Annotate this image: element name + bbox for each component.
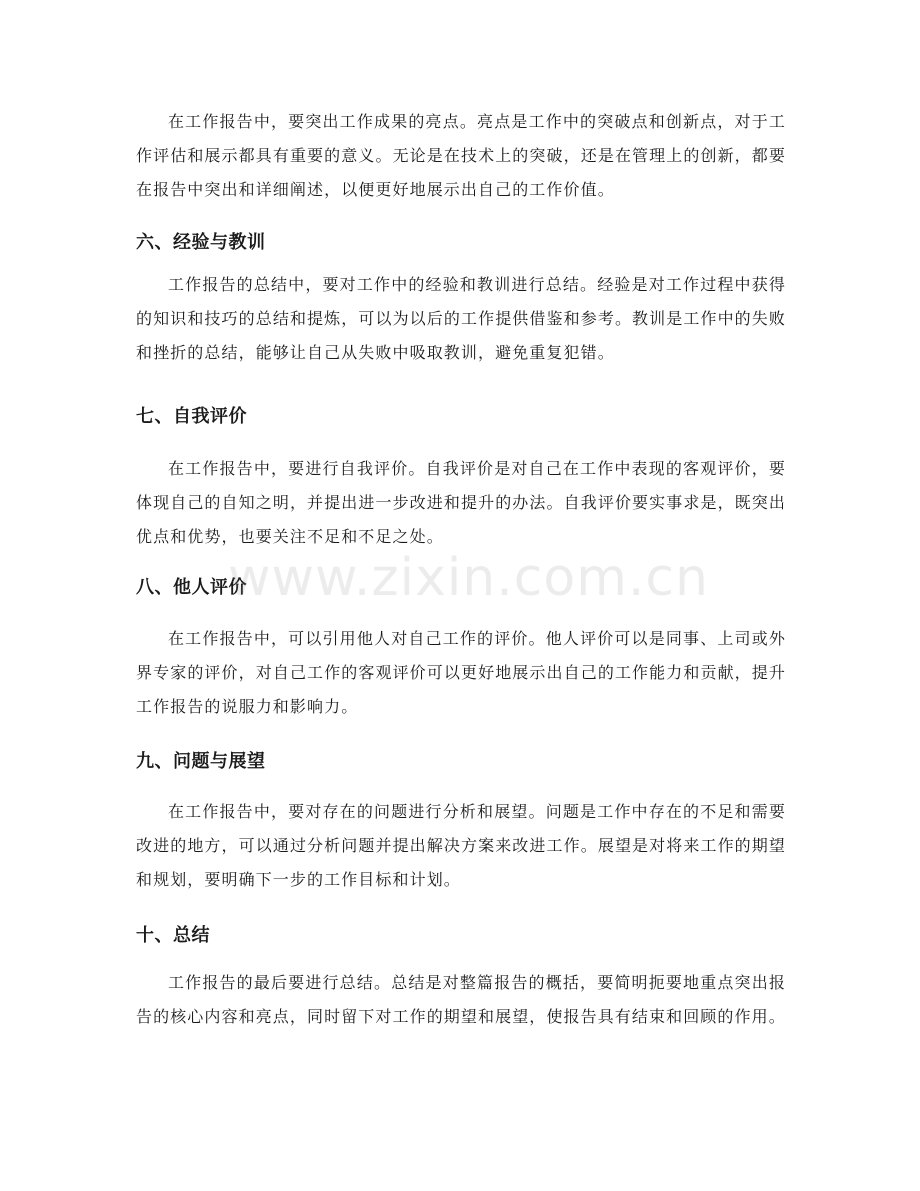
section-heading-7 <box>136 405 786 429</box>
paragraph-text: 在工作报告中，要对存在的问题进行分析和展望。问题是工作中存在的不足和需要改进的地方，可以通过分析问题并提出解决方案来改进工作。展望是对将来工作的期望和规划，要明确下一步的工作目标和计划。 <box>136 802 786 889</box>
heading-text: 七、自我评价 <box>136 406 247 427</box>
paragraph-problems-outlook <box>136 795 786 897</box>
paragraph-text: 在工作报告中，要进行自我评价。自我评价是对自己在工作中表现的客观评价，要体现自己的自知之明，并提出进一步改进和提升的办法。自我评价要实事求是，既突出优点和优势，也要关注不足和不足之处。 <box>136 459 786 546</box>
paragraph-text: 在工作报告中，可以引用他人对自己工作的评价。他人评价可以是同事、上司或外界专家的评价，对自己工作的客观评价可以更好地展示出自己的工作能力和贡献，提升工作报告的说服力和影响力。 <box>136 629 786 716</box>
paragraph-self-evaluation <box>136 452 786 554</box>
heading-text: 八、他人评价 <box>136 577 247 598</box>
paragraph-others-evaluation <box>136 622 786 724</box>
section-heading-8 <box>136 576 786 600</box>
section-heading-9 <box>136 750 786 774</box>
paragraph-summary <box>136 966 786 1034</box>
watermark: www.zixin.com.cn <box>228 548 709 608</box>
heading-text: 六、经验与教训 <box>136 232 266 253</box>
paragraph-text: 工作报告的总结中，要对工作中的经验和教训进行总结。经验是对工作过程中获得的知识和技巧的总结和提炼，可以为以后的工作提供借鉴和参考。教训是工作中的失败和挫折的总结，能够让自己从失败中吸取教训，避免重复犯错。 <box>136 275 786 362</box>
section-heading-10 <box>136 924 786 948</box>
paragraph-text: 在工作报告中，要突出工作成果的亮点。亮点是工作中的突破点和创新点，对于工作评估和展示都具有重要的意义。无论是在技术上的突破，还是在管理上的创新，都要在报告中突出和详细阐述，以便更好地展示出自己的工作价值。 <box>136 112 786 199</box>
paragraph-experience <box>136 268 786 370</box>
paragraph-highlights <box>136 105 786 207</box>
paragraph-text: 工作报告的最后要进行总结。总结是对整篇报告的概括，要简明扼要地重点突出报告的核心内容和亮点，同时留下对工作的期望和展望，使报告具有结束和回顾的作用。 <box>136 973 786 1026</box>
section-heading-6 <box>136 231 786 255</box>
heading-text: 九、问题与展望 <box>136 751 266 772</box>
heading-text: 十、总结 <box>136 925 210 946</box>
